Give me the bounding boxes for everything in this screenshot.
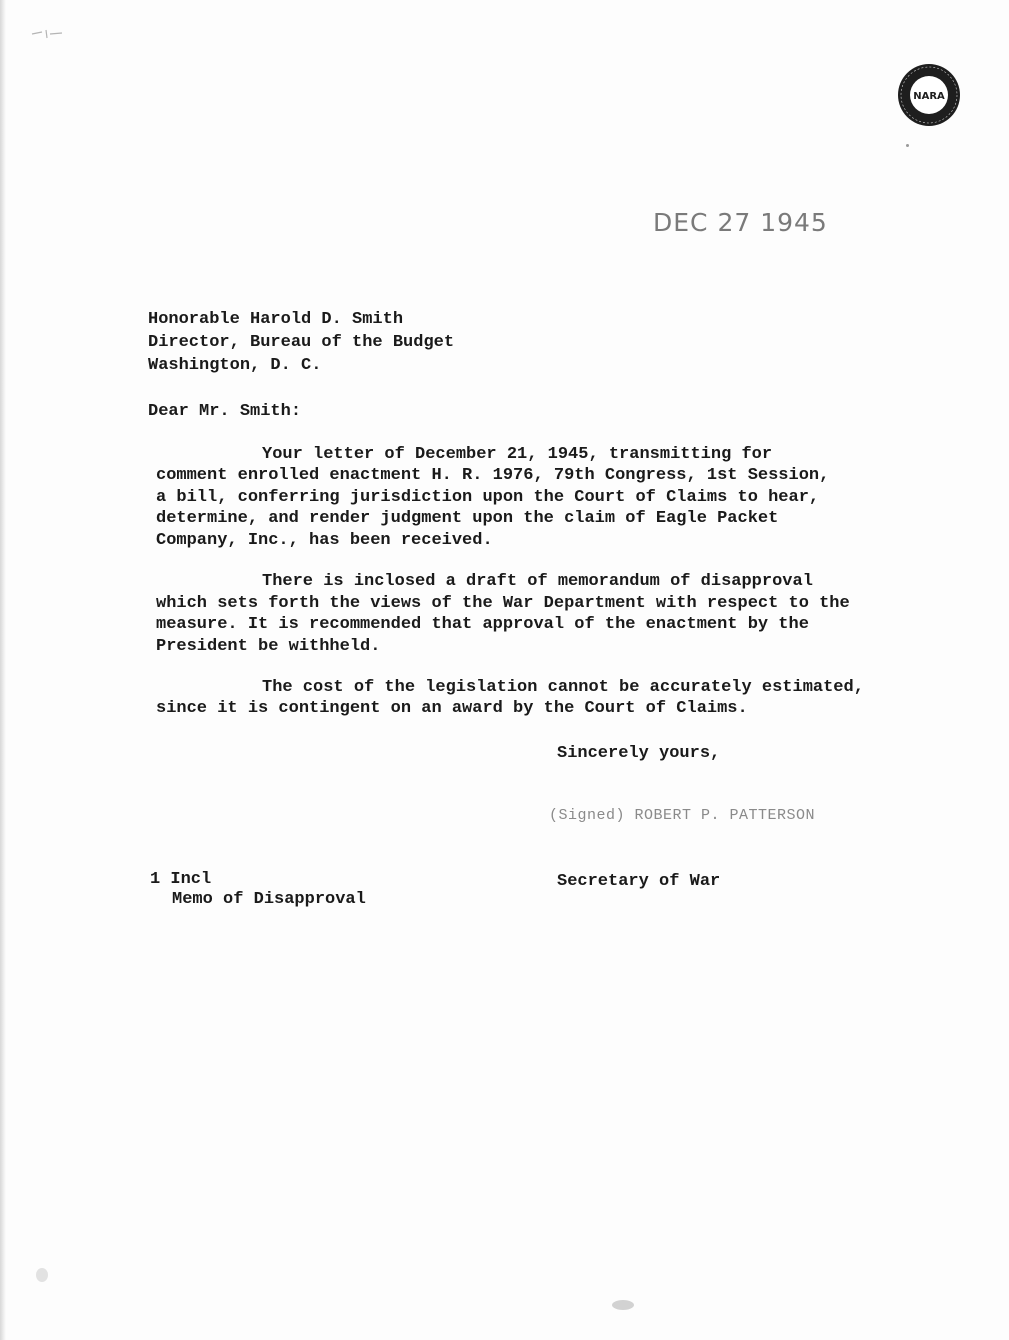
enclosure-count: 1 Incl — [150, 870, 212, 889]
pencil-marks — [30, 26, 70, 40]
received-date-stamp: DEC 27 1945 — [653, 208, 828, 237]
paragraph-1-line-1: Your letter of December 21, 1945, transmitting for — [262, 445, 773, 464]
enclosure-description: Memo of Disapproval — [172, 890, 366, 909]
paper-speck — [906, 144, 909, 147]
paragraph-2-line-4: President be withheld. — [156, 637, 381, 656]
paper-smudge — [612, 1300, 634, 1310]
library-seal-icon — [896, 62, 962, 128]
recipient-title: Director, Bureau of the Budget — [148, 333, 455, 352]
paragraph-1-line-3: a bill, conferring jurisdiction upon the Court of Claims to hear, — [156, 488, 820, 507]
paragraph-1-line-5: Company, Inc., has been received. — [156, 531, 493, 550]
paragraph-1-line-4: determine, and render judgment upon the claim of Eagle Packet — [156, 509, 779, 528]
paragraph-2-line-3: measure. It is recommended that approval of the enactment by the — [156, 615, 809, 634]
salutation: Dear Mr. Smith: — [148, 402, 302, 421]
paper-smudge — [36, 1268, 48, 1282]
complimentary-close: Sincerely yours, — [557, 744, 721, 763]
paragraph-3-line-2: since it is contingent on an award by the Court of Claims. — [156, 699, 748, 718]
signature-stamp: (Signed) ROBERT P. PATTERSON — [549, 807, 816, 824]
signer-title: Secretary of War — [557, 872, 721, 891]
paragraph-3-line-1: The cost of the legislation cannot be accurately estimated, — [262, 678, 864, 697]
paragraph-2-line-2: which sets forth the views of the War Department with respect to the — [156, 594, 850, 613]
recipient-name: Honorable Harold D. Smith — [148, 310, 404, 329]
paragraph-1-line-2: comment enrolled enactment H. R. 1976, 79th Congress, 1st Session, — [156, 466, 830, 485]
paragraph-2-line-1: There is inclosed a draft of memorandum of disapproval — [262, 572, 813, 591]
seal-label: NARA — [913, 91, 945, 102]
recipient-location: Washington, D. C. — [148, 356, 322, 375]
page-edge-shadow — [0, 0, 6, 1340]
